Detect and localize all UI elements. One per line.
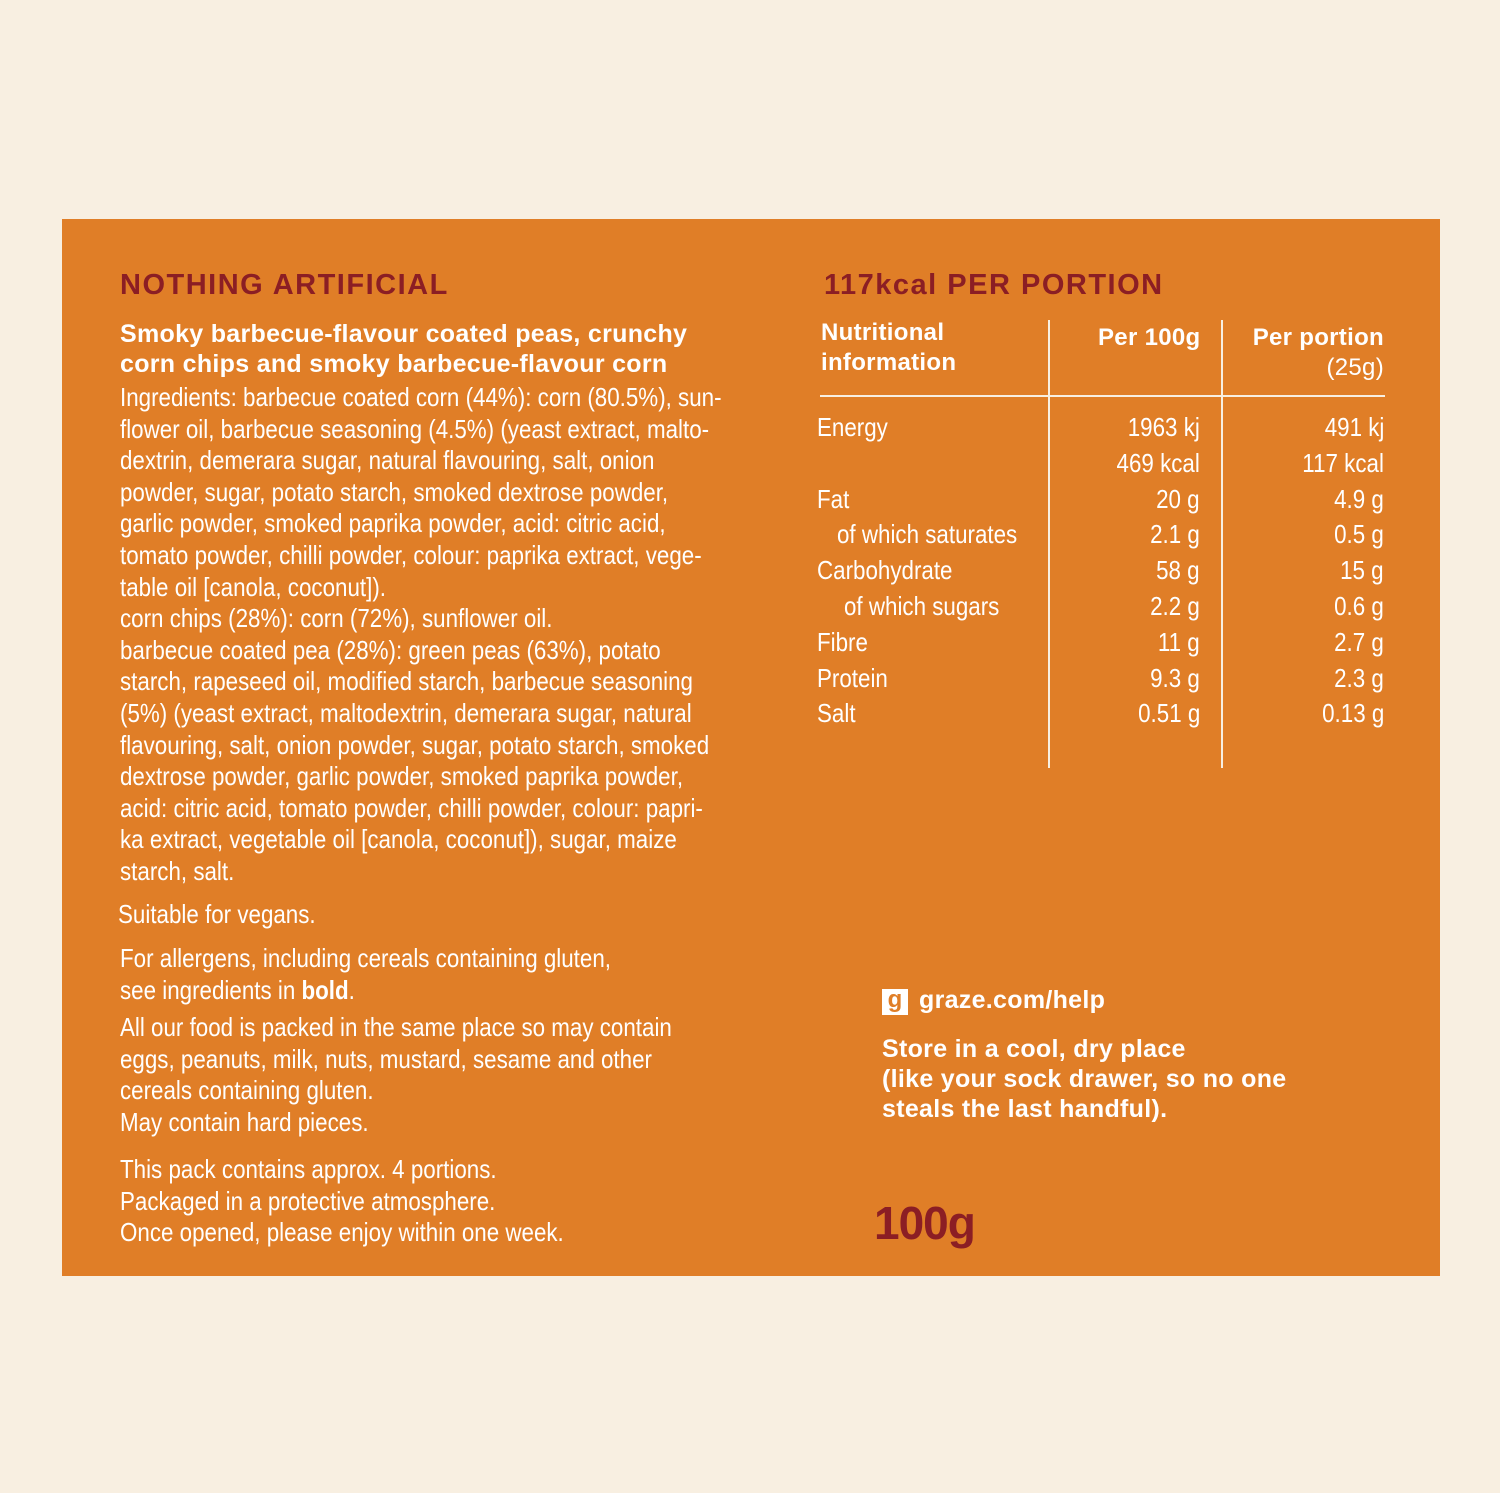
nutrition-row <box>817 484 1387 520</box>
text-line: acid: citric acid, tomato powder, chilli powder, colour: papri- <box>120 792 703 823</box>
per-portion-value: 491 kj <box>1324 412 1384 442</box>
text-line: corn chips (28%): corn (72%), sunflower oil. <box>120 603 553 634</box>
text-line: flavouring, salt, onion powder, sugar, potato starch, smoked <box>120 729 710 760</box>
text-line: eggs, peanuts, milk, nuts, mustard, sesame and other <box>120 1043 652 1074</box>
nutrient-label: Carbohydrate <box>817 555 953 586</box>
kcal-heading: 117kcal PER PORTION <box>824 269 1164 301</box>
text-line: (like your sock drawer, so no one <box>882 1065 1287 1093</box>
pack-info <box>120 1154 564 1249</box>
nutrient-label: Salt <box>817 698 856 729</box>
per-100g-value: 11 g <box>1158 626 1200 657</box>
text-line: Store in a cool, dry place <box>882 1035 1186 1063</box>
product-line: Smoky barbecue-flavour coated peas, crunchy <box>120 320 688 348</box>
text-line: powder, sugar, potato starch, smoked dextrose powder, <box>120 476 669 507</box>
per-100g-value: 1963 kj <box>1127 412 1200 442</box>
text-line: dextrose powder, garlic powder, smoked paprika powder, <box>120 761 684 792</box>
per-portion-value: 0.6 g <box>1334 591 1384 621</box>
per-100g-value: 2.1 g <box>1150 519 1200 550</box>
text-line: starch, salt. <box>120 855 235 886</box>
may-contain-note <box>120 1012 672 1138</box>
text-line: All our food is packed in the same place so may contain <box>120 1012 672 1042</box>
text-line: dextrin, demerara sugar, natural flavouring, salt, onion <box>120 445 655 476</box>
nutrition-row <box>817 663 1387 699</box>
per-portion-value: 0.13 g <box>1321 698 1384 729</box>
per-portion-value: 117 kcal <box>1302 447 1384 478</box>
text-line: ka extract, vegetable oil [canola, coconut]), sugar, maize <box>120 824 677 855</box>
product-line: corn chips and smoky barbecue-flavour corn <box>120 350 668 378</box>
packaging-panel <box>62 219 1440 1276</box>
text-line: This pack contains approx. 4 portions. <box>120 1154 497 1184</box>
text-line: steals the last handful). <box>882 1095 1168 1123</box>
nothing-artificial-heading: NOTHING ARTIFICIAL <box>120 269 449 301</box>
per-portion-value: 15 g <box>1340 555 1384 586</box>
nutrition-row <box>817 698 1387 734</box>
text-line: (5%) (yeast extract, maltodextrin, demerara sugar, natural <box>120 697 692 728</box>
nutrition-row <box>817 519 1387 555</box>
website-link[interactable]: graze.com/help <box>919 986 1106 1014</box>
nutrient-label: of which saturates <box>837 519 1018 550</box>
text-line: Ingredients: barbecue coated corn (44%): corn (80.5%), sun- <box>120 382 722 412</box>
per-100g-value: 0.51 g <box>1137 698 1200 729</box>
nutrition-row <box>817 412 1387 448</box>
nutrition-header-label: Nutritional information <box>821 319 957 376</box>
per-portion-value: 2.3 g <box>1334 662 1384 693</box>
ingredients-list <box>120 382 722 888</box>
nutrient-label: Fat <box>817 483 850 514</box>
vegan-note: Suitable for vegans. <box>118 899 316 929</box>
nutrient-label: Energy <box>817 412 888 442</box>
col-per-100g: Per 100g <box>1098 324 1201 351</box>
nutrition-row <box>817 555 1387 591</box>
nutrient-label: of which sugars <box>844 591 1000 621</box>
per-100g-value: 469 kcal <box>1116 447 1200 478</box>
per-100g-value: 58 g <box>1156 555 1200 586</box>
text-line: garlic powder, smoked paprika powder, acid: citric acid, <box>120 508 666 539</box>
text-line: cereals containing gluten. <box>120 1075 374 1106</box>
nutrient-label: Fibre <box>817 626 868 657</box>
nutrition-row <box>817 591 1387 627</box>
net-weight: 100g <box>874 1197 975 1249</box>
col-per-portion: Per portion (25g) <box>1252 324 1384 381</box>
table-rule <box>820 395 1385 397</box>
per-100g-value: 9.3 g <box>1150 662 1200 693</box>
text-line: table oil [canola, coconut]). <box>120 571 386 602</box>
text-line: starch, rapeseed oil, modified starch, barbecue seasoning <box>120 666 694 697</box>
per-100g-value: 20 g <box>1156 483 1200 514</box>
nutrient-label: Protein <box>817 662 888 693</box>
text-line: Packaged in a protective atmosphere. <box>120 1185 496 1216</box>
storage-note <box>882 1034 1286 1124</box>
text-line: flower oil, barbecue seasoning (4.5%) (yeast extract, malto- <box>120 413 710 444</box>
per-100g-value: 2.2 g <box>1150 591 1200 621</box>
text-line: Once opened, please enjoy within one week. <box>120 1217 564 1248</box>
per-portion-value: 4.9 g <box>1334 483 1384 514</box>
allergen-note: For allergens, including cereals containing gluten, see ingredients in bold. <box>120 943 611 1005</box>
per-portion-value: 0.5 g <box>1334 519 1384 550</box>
text-line: May contain hard pieces. <box>120 1106 369 1137</box>
product-description <box>120 319 687 379</box>
text-line: barbecue coated pea (28%): green peas (63%), potato <box>120 634 661 665</box>
graze-logo-icon: g <box>882 989 908 1015</box>
text-line: tomato powder, chilli powder, colour: paprika extract, vege- <box>120 539 702 570</box>
nutrition-row <box>817 627 1387 663</box>
per-portion-value: 2.7 g <box>1334 626 1384 657</box>
nutrition-row <box>817 448 1387 484</box>
